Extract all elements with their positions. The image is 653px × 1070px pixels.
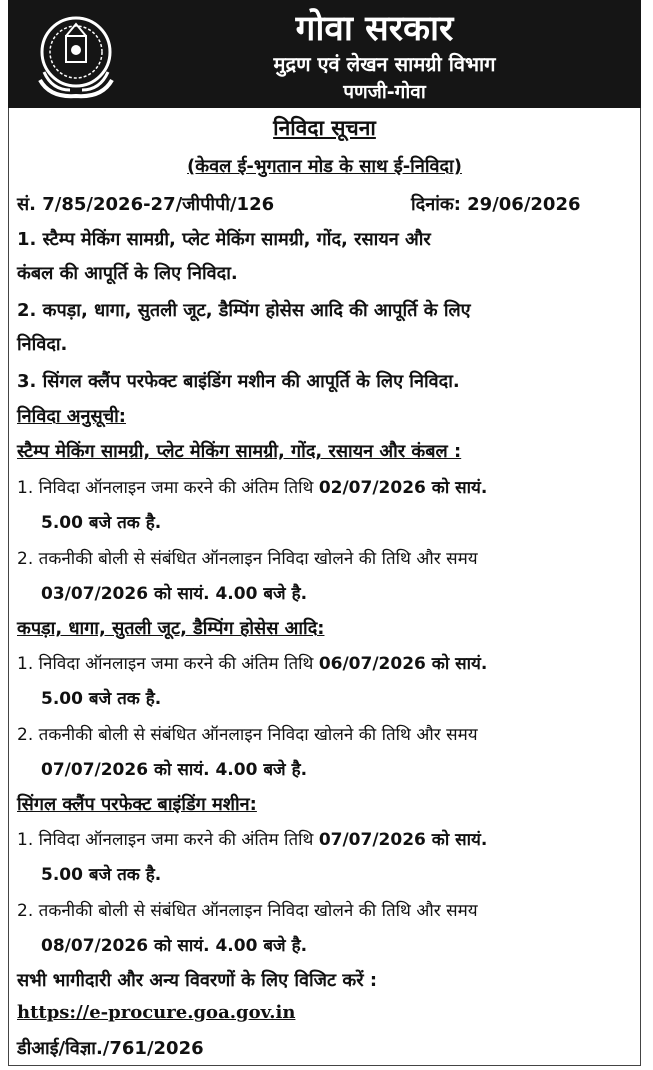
schedule-2-point-2-time: 07/07/2026 को सायं. 4.00 बजे है. (41, 760, 308, 780)
visit-text: सभी भागीदारी और अन्य विवरणों के लिए विजिट करें : (17, 970, 378, 991)
schedule-1-point-2-time: 03/07/2026 को सायं. 4.00 बजे है. (41, 584, 308, 604)
header-banner (8, 0, 641, 108)
header-title: गोवा सरकार (295, 9, 454, 49)
schedule-2-heading: कपड़ा, धागा, सुतली जूट, डैम्पिंग होसेस आदि: (17, 618, 325, 639)
notice-date: दिनांक: 29/06/2026 (411, 194, 581, 215)
notice-subtitle: (केवल ई-भुगतान मोड के साथ ई-निविदा) (187, 156, 462, 177)
schedule-3-point-1: 1. निविदा ऑनलाइन जमा करने की अंतिम तिथि 07/07/2026 को सायं. (17, 830, 488, 850)
header-city: पणजी-गोवा (343, 81, 426, 103)
item-3-line-1: 3. सिंगल क्लैंप परफेक्ट बाइंडिंग मशीन की आपूर्ति के लिए निविदा. (17, 371, 460, 392)
schedule-3-point-2: 2. तकनीकी बोली से संबंधित ऑनलाइन निविदा खोलने की तिथि और समय (17, 901, 478, 921)
website-link[interactable]: https://e-procure.goa.gov.in (17, 1002, 296, 1023)
schedule-1-point-2: 2. तकनीकी बोली से संबंधित ऑनलाइन निविदा खोलने की तिथि और समय (17, 549, 478, 569)
notice-title: निविदा सूचना (273, 116, 376, 140)
item-2-line-1: 2. कपड़ा, धागा, सुतली जूट, डैम्पिंग होसेस आदि की आपूर्ति के लिए (17, 300, 471, 321)
tender-notice (8, 0, 648, 1068)
schedule-3-point-2-time: 08/07/2026 को सायं. 4.00 बजे है. (41, 936, 308, 956)
item-1-line-2: कंबल की आपूर्ति के लिए निविदा. (17, 263, 238, 284)
schedule-heading: निविदा अनुसूची: (17, 406, 127, 427)
item-2-line-2: निविदा. (17, 334, 68, 355)
schedule-3-heading: सिंगल क्लैंप परफेक्ट बाइंडिंग मशीन: (17, 794, 257, 815)
schedule-1-point-1: 1. निविदा ऑनलाइन जमा करने की अंतिम तिथि 02/07/2026 को सायं. (17, 478, 488, 498)
notice-body (8, 108, 641, 1066)
schedule-2-point-2: 2. तकनीकी बोली से संबंधित ऑनलाइन निविदा खोलने की तिथि और समय (17, 725, 478, 745)
schedule-2-point-1: 1. निविदा ऑनलाइन जमा करने की अंतिम तिथि 06/07/2026 को सायं. (17, 654, 488, 674)
schedule-3-point-1-time: 5.00 बजे तक है. (41, 865, 162, 885)
schedule-1-heading: स्टैम्प मेकिंग सामग्री, प्लेट मेकिंग सामग्री, गोंद, रसायन और कंबल : (17, 441, 462, 462)
item-1-line-1: 1. स्टैम्प मेकिंग सामग्री, प्लेट मेकिंग सामग्री, गोंद, रसायन और (17, 229, 431, 250)
schedule-2-point-1-time: 5.00 बजे तक है. (41, 689, 162, 709)
notice-code: डीआई/विज्ञा./761/2026 (17, 1038, 204, 1059)
reference-number: सं. 7/85/2026-27/जीपीपी/126 (17, 194, 275, 215)
schedule-1-point-1-time: 5.00 बजे तक है. (41, 513, 162, 533)
header-department: मुद्रण एवं लेखन सामग्री विभाग (273, 52, 496, 76)
